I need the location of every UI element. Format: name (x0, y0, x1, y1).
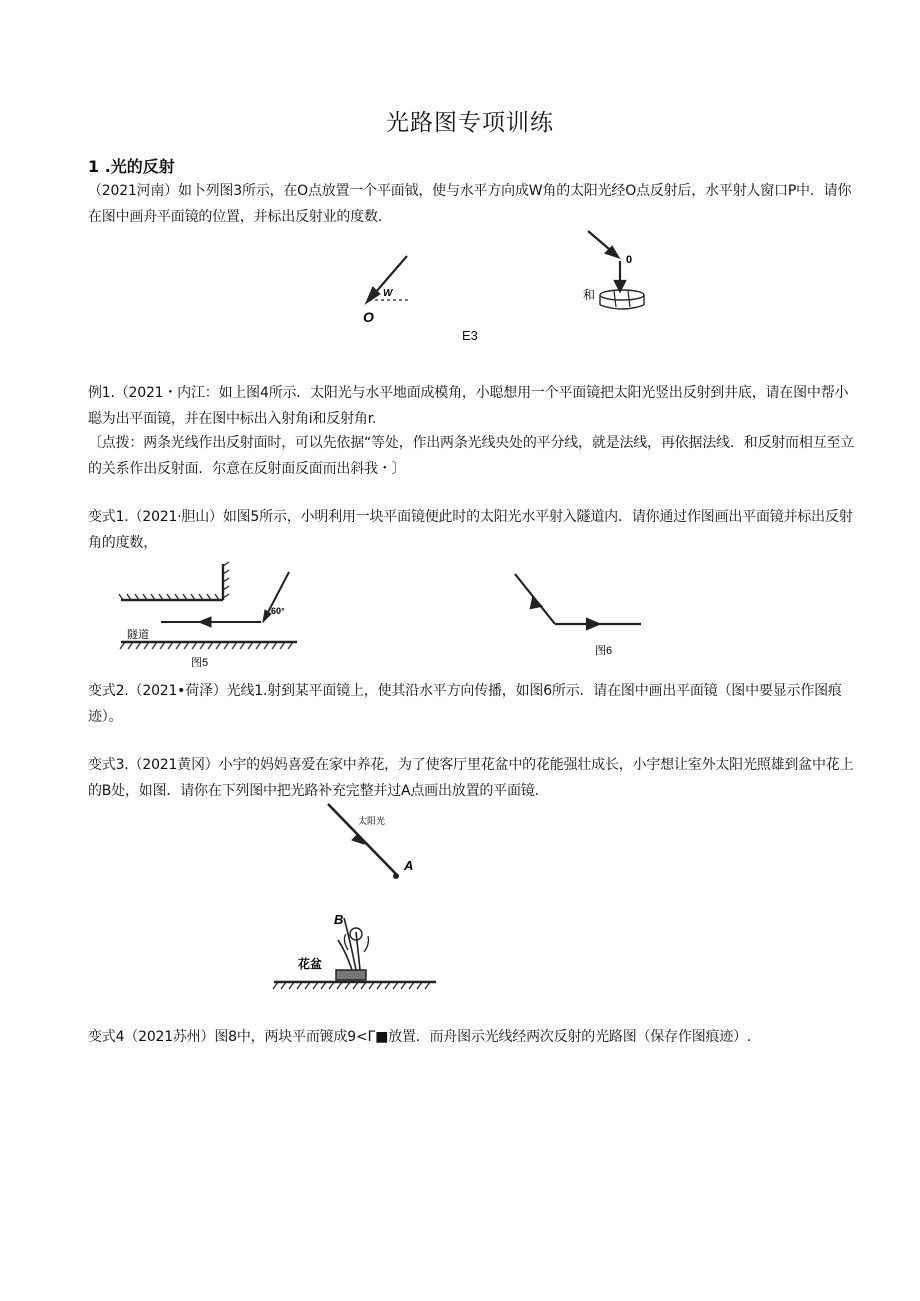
figure-6 (505, 566, 650, 661)
fig5-angle-label: 60° (271, 606, 285, 616)
page-title: 光路图专项训练 (386, 110, 554, 136)
variant-2-text: 变式2.（2021•荷泽）光线1.射到某平面镜上，使其沿水平方向传播，如图6所示．请在图中画出平面镜（图中要显示作图痕迹）。 (88, 683, 842, 725)
fig6-arrowhead-1 (531, 598, 541, 608)
figure-3 (355, 250, 435, 330)
fig5-caption: 图5 (191, 657, 209, 669)
fig7-sunray (328, 804, 396, 874)
fig4-point-label: 0 (626, 254, 633, 266)
fig7-point-a-label: A (404, 858, 414, 873)
fig6-caption: 图6 (595, 645, 613, 657)
section-heading: 1 .光的反射 (88, 157, 175, 176)
figure-5 (115, 558, 305, 673)
example-1-hint: 〔点拨：两条光线作出反射面时，可以先依据“等处，作出两条光线央处的平分线，就是法线，再依据法线．和反射而相互至立的关系作出反射面．尔意在反射面反面而出斜我・〕 (88, 435, 855, 477)
fig7-point-a (394, 874, 399, 879)
fig4-well-label: 和 (583, 288, 596, 302)
fig7-pot-label: 花盆 (298, 957, 323, 971)
problem-1-text: （2021河南）如卜列图3所示，在O点放置一个平面钺，使与水平方向成W角的太阳光经O点反射后，水平射人窗口P中．请你在图中画舟平面镜的位置，并标出反射业的度数. (88, 183, 852, 225)
fig5-arrowhead-tunnel (199, 617, 211, 627)
fig5-arrowhead-sun (263, 610, 271, 622)
variant-1-text: 变式1.（2021·胆山）如图5所示，小明利用一块平面镜便此时的太阳光水平射入隧道内．请你通过作图画出平面镜并标出反射角的度数， (88, 509, 853, 551)
fig7-point-b-label: B (334, 912, 344, 927)
fig7-sun-label: 太阳光 (358, 816, 386, 826)
fig7-pot (336, 970, 366, 980)
fig6-arrowhead-2 (587, 619, 599, 629)
variant-4-text: 变式4（2021苏州）图8中，两块平而镀成9<Γ■放置．而舟图示光线经两次反射的光路图（保存作图痕迹）. (88, 1029, 752, 1045)
figure-4 (580, 225, 660, 310)
fig3-point-label: O (363, 309, 374, 325)
variant-3-text: 变式3.（2021黄冈）小宇的妈妈喜爱在家中养花，为了使客厅里花盆中的花能强壮成长，小宇想让室外太阳光照雄到盆中花上的B处，如图．请你在下列图中把光路补充完整并过A点画出放置的平面镜. (88, 757, 854, 799)
fig4-well-top (600, 290, 644, 300)
figure-7 (270, 800, 440, 1000)
example-1-text: 例1.（2021・内江：如上图4所示．太阳光与水平地面成模角，小聪想用一个平面镜把太阳光竖出反射到井底，请在图中帮小聪为出平面镜，并在图中标出入射角i和反射角r. (88, 385, 849, 427)
fig3-angle-label: W (383, 288, 393, 299)
fig5-tunnel-label: 隧道 (127, 629, 149, 641)
fig3-caption: E3 (462, 328, 478, 343)
